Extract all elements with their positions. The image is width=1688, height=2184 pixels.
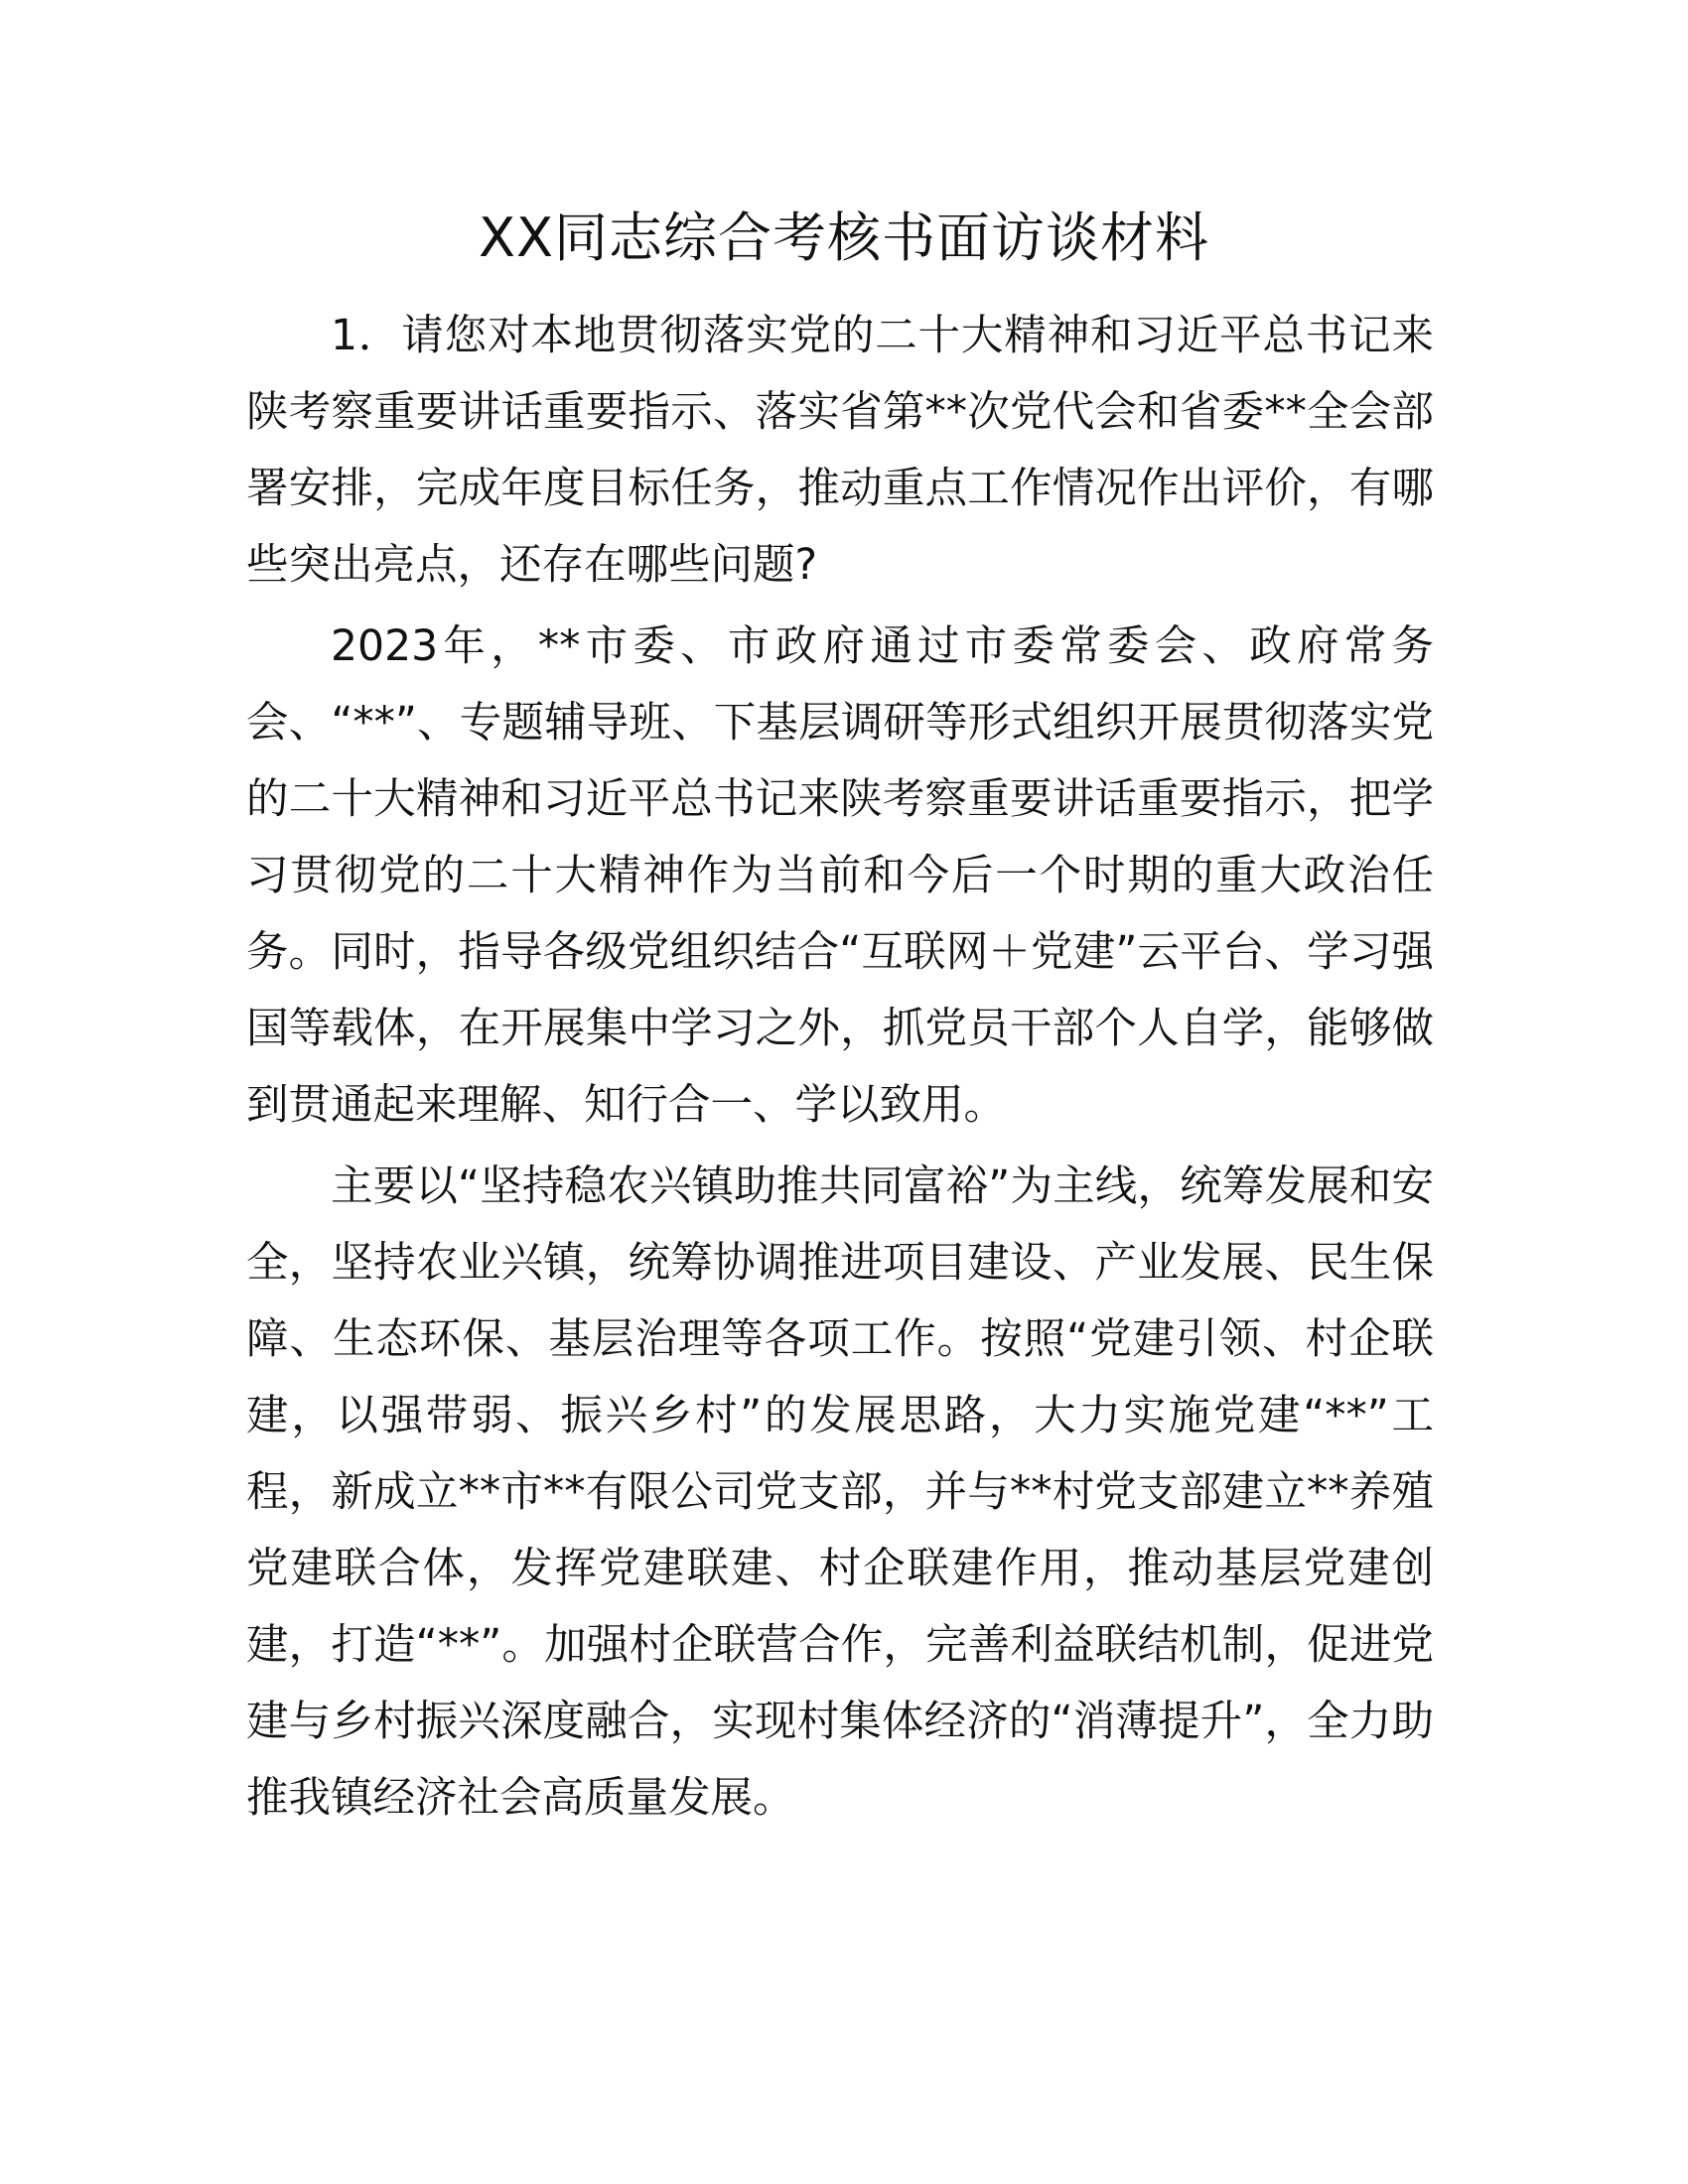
document-body (246, 298, 1434, 1837)
question-paragraph: 1．请您对本地贯彻落实党的二十大精神和习近平总书记来陕考察重要讲话重要指示、落实省第**次党代会和省委**全会部署安排，完成年度目标任务，推动重点工作情况作出评价，有哪些突出亮点，还存在哪些问题? (246, 312, 1434, 590)
answer-paragraph-1: 2023年，**市委、市政府通过市委常委会、政府常务会、“**”、专题辅导班、下基层调研等形式组织开展贯彻落实党的二十大精神和习近平总书记来陕考察重要讲话重要指示，把学习贯彻党的二十大精神作为当前和今后一个时期的重大政治任务。同时，指导各级党组织结合“互联网＋党建”云平台、学习强国等载体，在开展集中学习之外，抓党员干部个人自学，能够做到贯通起来理解、知行合一、学以致用。 (246, 622, 1434, 1130)
answer-paragraph-2: 主要以“坚持稳农兴镇助推共同富裕”为主线，统筹发展和安全，坚持农业兴镇，统筹协调推进项目建设、产业发展、民生保障、生态环保、基层治理等各项工作。按照“党建引领、村企联建，以强带弱、振兴乡村”的发展思路，大力实施党建“**”工程，新成立**市**有限公司党支部，并与**村党支部建立**养殖党建联合体，发挥党建联建、村企联建作用，推动基层党建创建，打造“**”。加强村企联营合作，完善利益联结机制，促进党建与乡村振兴深度融合，实现村集体经济的“消薄提升”，全力助推我镇经济社会高质量发展。 (246, 1162, 1434, 1823)
document-title: XX同志综合考核书面访谈材料 (479, 206, 1209, 269)
